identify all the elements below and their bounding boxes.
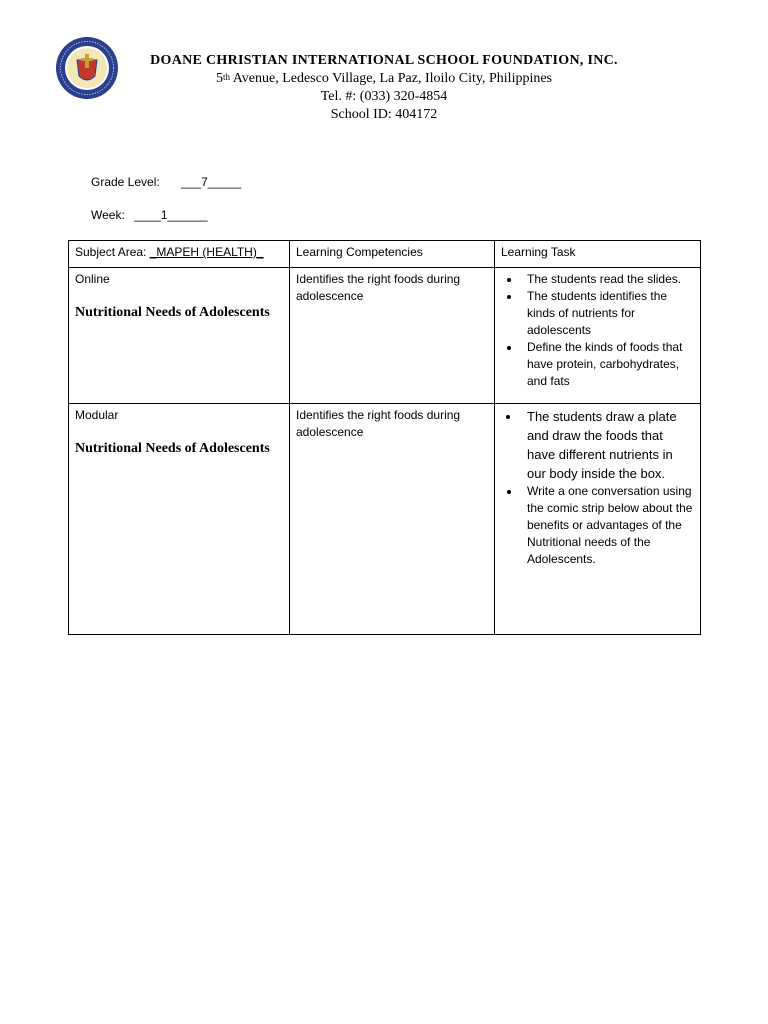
lesson-title: Nutritional Needs of Adolescents: [75, 441, 270, 456]
subject-area-label: Subject Area:: [75, 245, 150, 259]
competency-cell: Identifies the right foods during adolescence: [290, 268, 495, 404]
task-header: Learning Task: [495, 241, 701, 268]
mode-cell: [69, 268, 290, 404]
task-cell: [495, 268, 701, 404]
address-number: 5: [215, 71, 223, 86]
table-row: [69, 268, 701, 404]
school-header: [120, 52, 648, 124]
school-name: DOANE CHRISTIAN INTERNATIONAL SCHOOL FOUNDATION, INC.: [150, 53, 618, 68]
competency-cell: Identifies the right foods during adolescence: [290, 404, 495, 635]
mode-cell: [69, 404, 290, 635]
school-id: School ID: 404172: [330, 107, 438, 122]
list-item: • The students draw a plate and draw the foods that have different nutrients in our body inside the box.: [521, 407, 694, 483]
subject-area-cell: [69, 241, 290, 268]
grade-level-label: Grade Level:: [91, 175, 160, 189]
school-seal-icon: [55, 36, 119, 100]
lesson-title: Nutritional Needs of Adolescents: [75, 305, 270, 320]
week-row: [91, 208, 208, 222]
task-list: [501, 407, 694, 568]
table-header-row: [69, 241, 701, 268]
mode-label: Modular: [75, 408, 119, 422]
grade-level-value: ___7_____: [181, 175, 242, 189]
list-item: • Define the kinds of foods that have protein, carbohydrates, and fats: [521, 339, 694, 390]
week-value: ____1______: [134, 208, 208, 222]
lesson-plan-table: [68, 240, 701, 635]
subject-area-value: _MAPEH (HEALTH)_: [149, 245, 264, 259]
school-address: [120, 70, 648, 88]
list-item: • The students read the slides.: [521, 271, 694, 288]
grade-level-row: [91, 175, 241, 189]
competencies-header: Learning Competencies: [290, 241, 495, 268]
list-item: • The students identifies the kinds of nutrients for adolescents: [521, 288, 694, 339]
task-cell: [495, 404, 701, 635]
task-list: [501, 271, 694, 390]
table-row: [69, 404, 701, 635]
week-label: Week:: [91, 208, 125, 222]
address-text: Avenue, Ledesco Village, La Paz, Iloilo City, Philippines: [230, 71, 553, 86]
address-superscript: th: [222, 72, 230, 82]
list-item: • Write a one conversation using the comic strip below about the benefits or advantages of the Nutritional needs of the Adolescents.: [521, 483, 694, 568]
mode-label: Online: [75, 272, 110, 286]
school-tel: Tel. #: (033) 320-4854: [320, 89, 448, 104]
